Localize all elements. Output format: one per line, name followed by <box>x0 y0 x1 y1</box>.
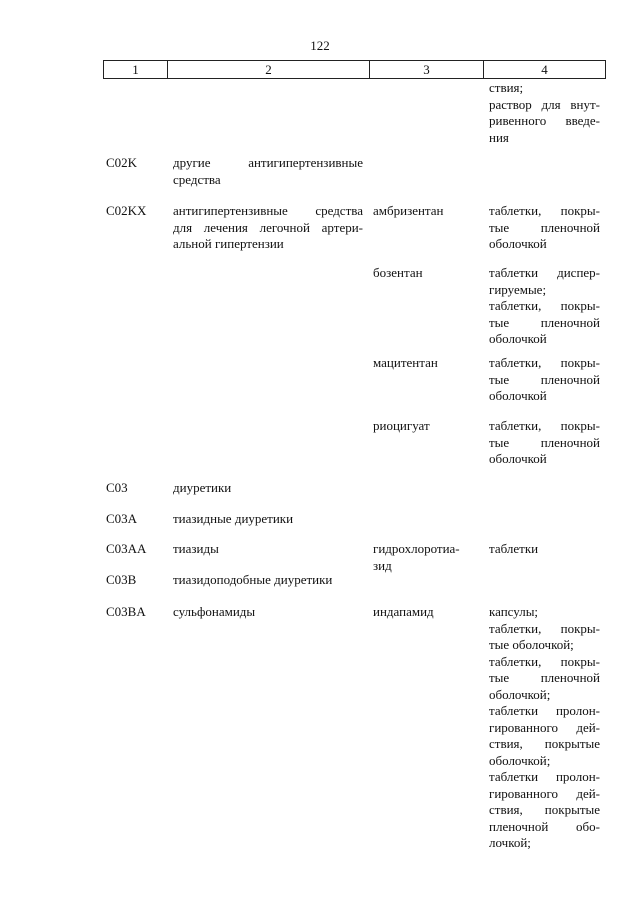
dosage-form: таблетки, покры- тые пленочной оболочкой <box>489 203 600 251</box>
atc-code: C03AA <box>106 541 147 556</box>
atc-name: сульфонамиды <box>173 604 256 619</box>
inn-name: амбризентан <box>373 203 444 218</box>
atc-name: тиазиды <box>173 541 219 556</box>
page-number: 122 <box>310 38 330 53</box>
dosage-form: таблетки <box>489 541 539 556</box>
atc-name: антигипертензивные средства для лечения легочной артери- альной гипертензии <box>173 203 363 251</box>
atc-code: C02K <box>106 155 138 170</box>
dosage-form: таблетки диспер- гируемые; таблетки, покры- тые пленочной оболочкой <box>489 265 600 346</box>
inn-name: мацитентан <box>373 355 438 370</box>
atc-code: C03 <box>106 480 128 495</box>
inn-name: бозентан <box>373 265 423 280</box>
header-col-2: 2 <box>167 61 369 78</box>
dosage-form: таблетки, покры- тые пленочной оболочкой <box>489 355 600 403</box>
inn-name: гидрохлоротиа- зид <box>373 541 460 573</box>
dosage-form: капсулы; таблетки, покры- тые оболочкой; таблетки, покры- тые пленочной оболочкой; таблетки пролон- гированного дей- ствия, покрытые оболочкой; таблетки пролон- гированного дей- ствия, покрытые пленочной обо- лочкой; <box>489 604 600 850</box>
inn-name: индапамид <box>373 604 434 619</box>
atc-name: тиазидные диуретики <box>173 511 294 526</box>
dosage-form: таблетки, покры- тые пленочной оболочкой <box>489 418 600 466</box>
header-col-3: 3 <box>369 61 483 78</box>
atc-code: C03B <box>106 572 137 587</box>
carry-over-form: ствия; раствор для внут- ривенного введе- ния <box>489 80 600 145</box>
table-header <box>103 60 606 79</box>
header-col-4: 4 <box>483 61 606 78</box>
atc-code: C03BA <box>106 604 146 619</box>
atc-name: тиазидоподобные диуретики <box>173 572 333 587</box>
inn-name: риоцигуат <box>373 418 430 433</box>
header-col-1: 1 <box>103 61 167 78</box>
atc-code: C03A <box>106 511 138 526</box>
atc-code: C02KX <box>106 203 147 218</box>
atc-name: диуретики <box>173 480 232 495</box>
atc-name: другие антигипертензивные средства <box>173 155 363 187</box>
